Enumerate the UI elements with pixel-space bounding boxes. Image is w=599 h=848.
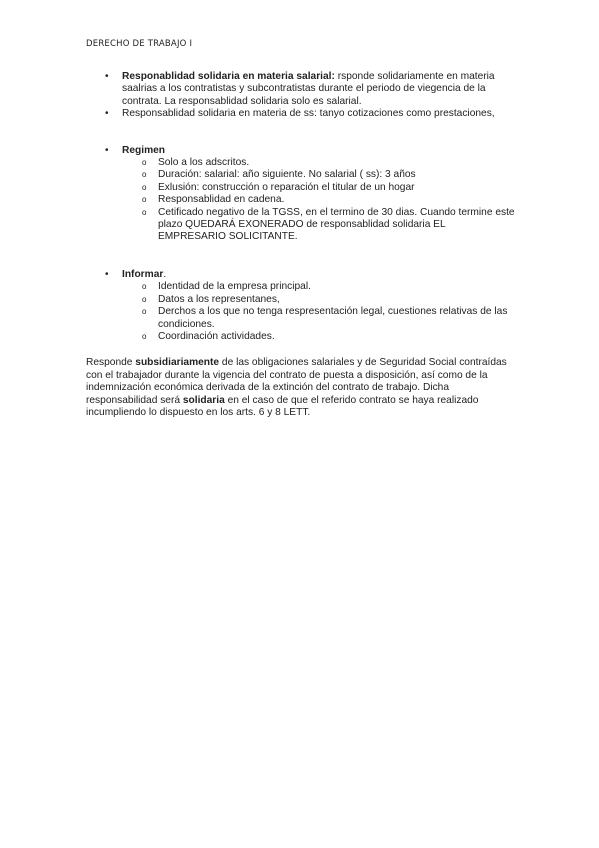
circle-bullet-icon: o <box>142 195 147 205</box>
circle-bullet-icon: o <box>142 170 147 180</box>
sublist-item-text: Datos a los representanes, <box>158 293 280 305</box>
bullet-icon: • <box>105 108 109 120</box>
sublist-item-text: Responsablidad en cadena. <box>158 194 285 206</box>
sublist-item <box>122 207 516 244</box>
item-text: rsponde solidariamente en materia saalrias a los contratistas y subcontratistas durante el periodo de viegencia de la contrata. La responsablidad solidaria solo es salarial. <box>122 71 495 107</box>
sublist-item <box>122 157 516 169</box>
list-item <box>86 108 516 120</box>
informar-list <box>86 269 516 343</box>
bullet-icon: • <box>105 268 109 280</box>
circle-bullet-icon: o <box>142 158 147 168</box>
circle-bullet-icon: o <box>142 331 147 341</box>
paragraph-bold-text: subsidiariamente <box>135 357 220 369</box>
paragraph-text: Responde <box>86 357 136 369</box>
informar-title-suffix: . <box>163 268 167 280</box>
closing-paragraph <box>86 357 516 419</box>
bullet-icon: • <box>105 71 109 82</box>
sublist-item <box>122 281 516 293</box>
informar-title: Informar <box>122 268 164 280</box>
circle-bullet-icon: o <box>142 282 147 292</box>
regimen-sublist <box>122 157 516 244</box>
page-header: DERECHO DE TRABAJO I <box>86 39 193 49</box>
circle-bullet-icon: o <box>142 294 147 304</box>
regimen-list <box>86 145 516 244</box>
document-body <box>86 71 516 419</box>
sublist-item-text: Exlusión: construcción o reparación el titular de un hogar <box>158 181 415 193</box>
solidarity-list <box>86 71 516 121</box>
paragraph-text: en el caso de que el referido contrato se haya realizado incumpliendo lo dispuesto en los arts. 6 y 8 LETT. <box>86 394 479 418</box>
circle-bullet-icon: o <box>142 307 147 317</box>
sublist-item-text: Identidad de la empresa principal. <box>158 281 311 293</box>
list-item-informar <box>86 269 516 343</box>
regimen-title: Regimen <box>122 144 166 156</box>
sublist-item-text: Duración: salarial: año siguiente. No salarial ( ss): 3 años <box>158 169 416 181</box>
paragraph-text: de las obligaciones salariales y de Seguridad Social contraídas con el trabajador durante la vigencia del contrato de puesta a disposición, así como de la indemnización económica derivada de la extinción del contrato de trabajo. Dicha responsabilidad será <box>86 357 507 406</box>
list-item <box>86 71 516 108</box>
informar-sublist <box>122 281 516 343</box>
item-text: Responsablidad solidaria en materia de ss: tanyo cotizaciones como prestaciones, <box>122 108 495 120</box>
sublist-item <box>122 182 516 194</box>
item-bold-label: Responablidad solidaria en materia salarial: <box>122 71 335 82</box>
bullet-icon: • <box>105 144 109 156</box>
sublist-item <box>122 331 516 343</box>
sublist-item-text: Cetificado negativo de la TGSS, en el termino de 30 dias. Cuando termine este plazo QUEDARÁ EXONERADO de responsablidad solidaria EL EMPRESARIO SOLICITANTE. <box>158 206 515 243</box>
sublist-item <box>122 306 516 331</box>
paragraph-bold-text: solidaria <box>182 394 225 406</box>
circle-bullet-icon: o <box>142 182 147 192</box>
sublist-item <box>122 194 516 206</box>
sublist-item-text: Derchos a los que no tenga respresentación legal, cuestiones relativas de las condiciones. <box>158 306 508 330</box>
sublist-item <box>122 294 516 306</box>
circle-bullet-icon: o <box>142 207 147 217</box>
sublist-item-text: Solo a los adscritos. <box>158 157 250 169</box>
sublist-item-text: Coordinación actividades. <box>158 330 275 342</box>
list-item-regimen <box>86 145 516 244</box>
sublist-item <box>122 169 516 181</box>
